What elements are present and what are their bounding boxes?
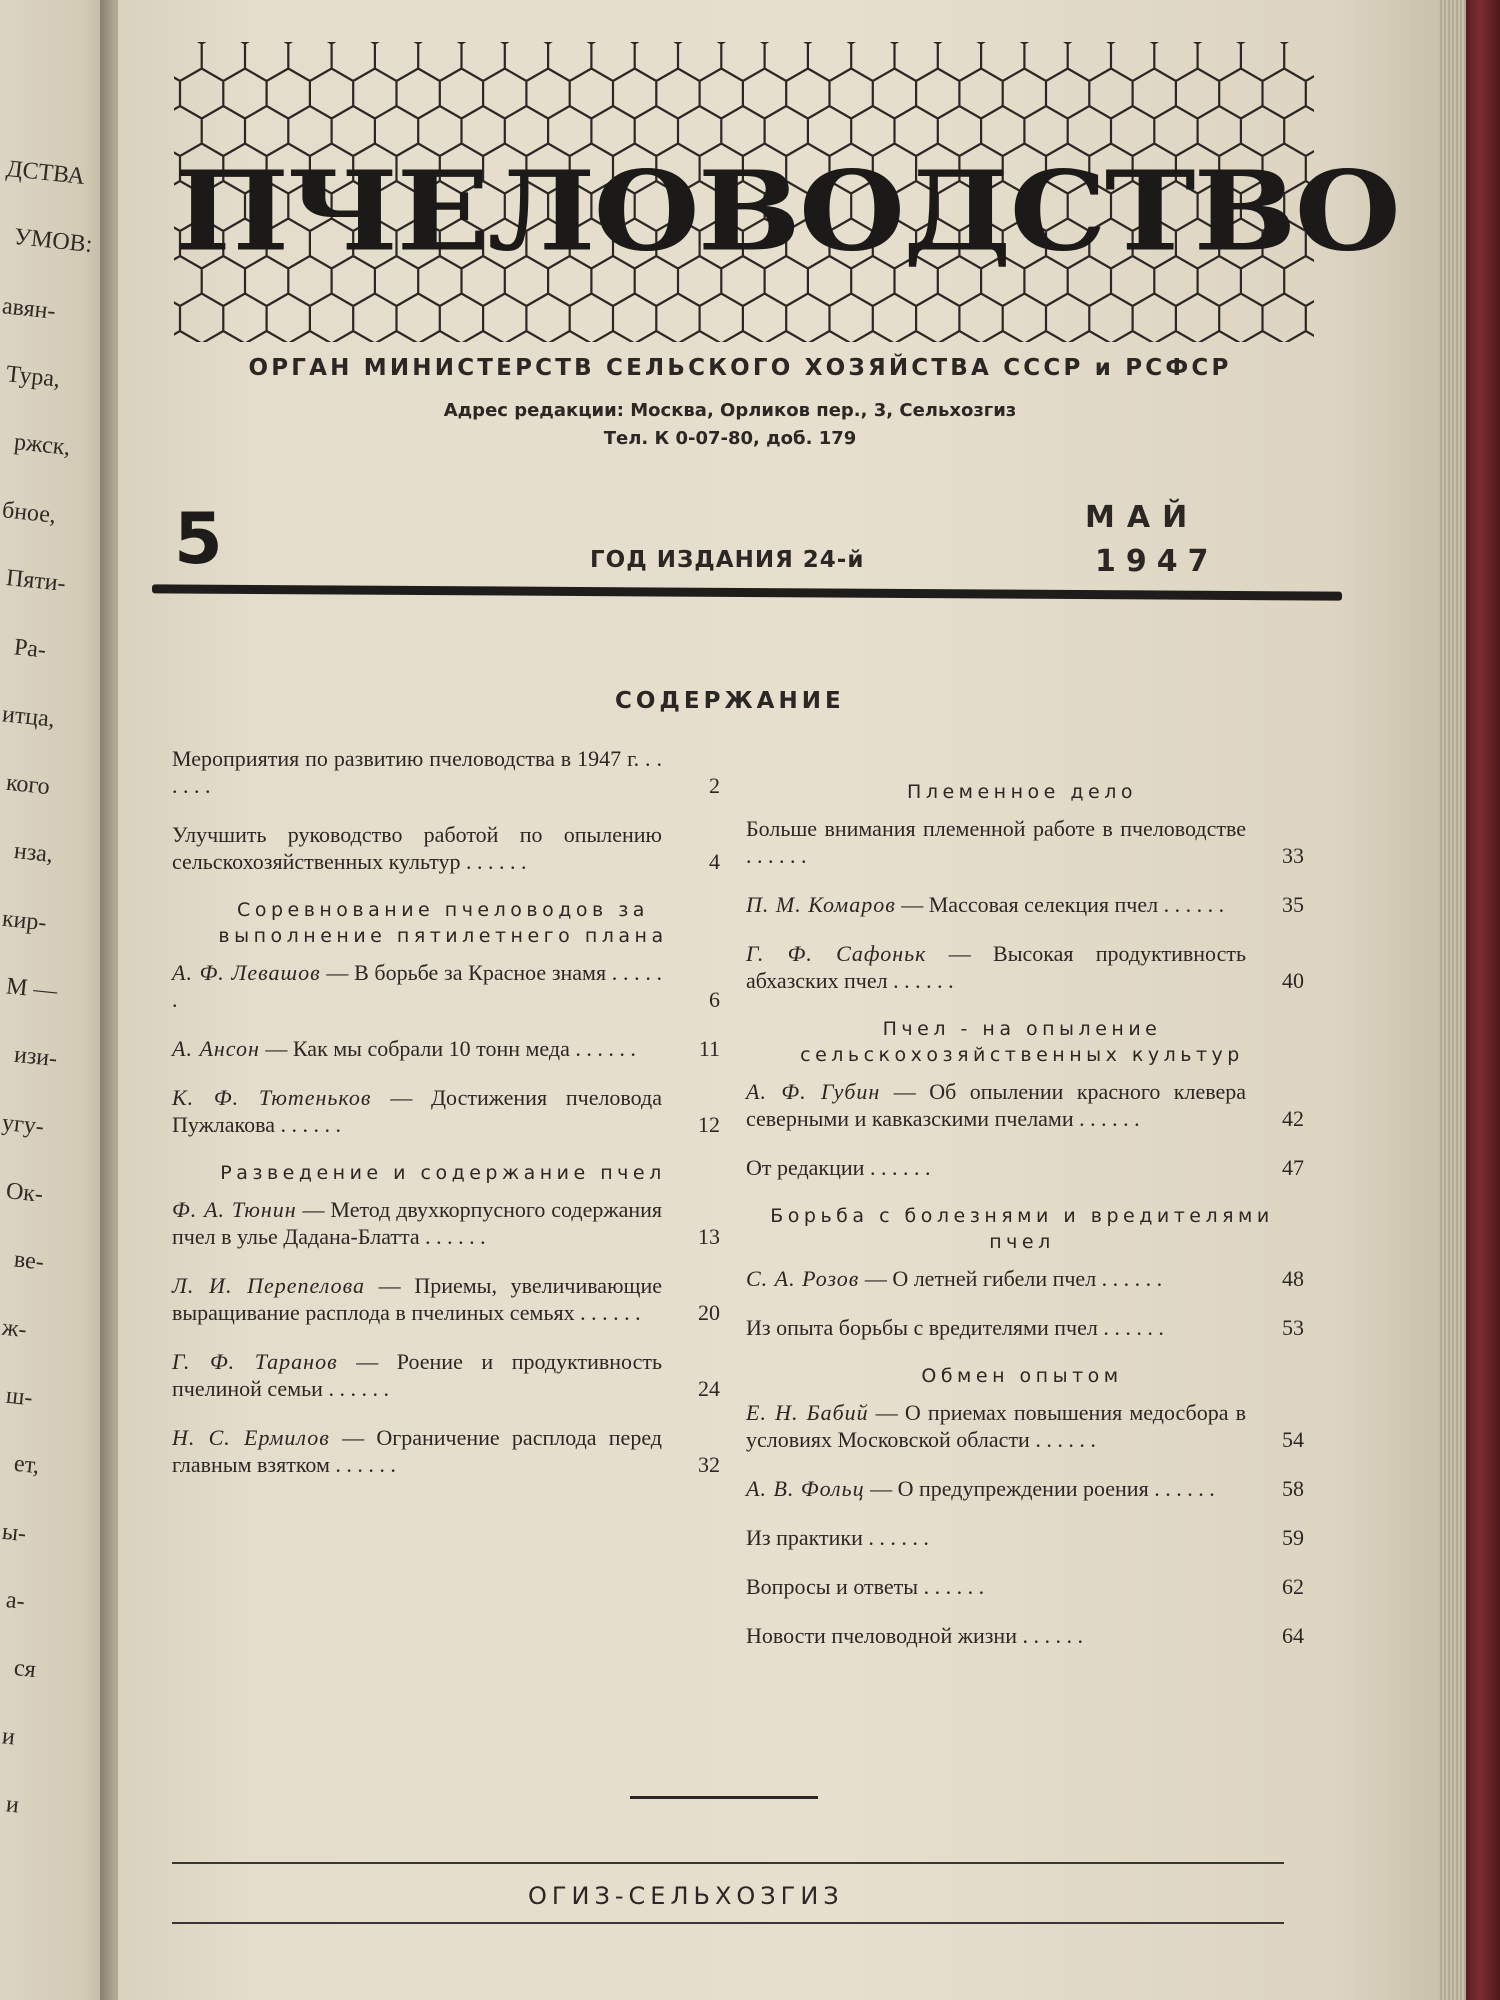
toc-entry-title [746,1524,1308,1551]
leader-dots: . . . . . . [887,968,954,993]
toc-page-number: 53 [1282,1315,1304,1340]
toc-entry[interactable] [172,1084,724,1138]
toc-entry-title [172,745,724,799]
left-page-fragment: Ра- [12,634,48,664]
toc-entry-title [172,1424,724,1478]
book-cover-edge [1466,0,1500,2000]
editorial-phone: Тел. К 0-07-80, доб. 179 [603,428,857,449]
toc-entry[interactable] [746,815,1308,869]
toc-section-heading: Борьба с болезнями и вредителями пчел [770,1205,1274,1253]
year-of-publication: ГОД ИЗДАНИЯ 24-й [590,547,865,573]
leader-dots: . . . . . . [569,1036,636,1061]
organ-line: ОРГАН МИНИСТЕРСТВ СЕЛЬСКОГО ХОЗЯЙСТВА СССР и РСФСР [248,355,1232,381]
toc-page-number: 48 [1282,1266,1304,1291]
toc-entry-title [746,891,1308,918]
left-page-fragment: М — [4,973,59,1005]
publisher: ОГИЗ-СЕЛЬХОЗГИЗ [528,1882,844,1910]
toc-entry-text: Приемы, увеличивающие выращивание расплода в пчелиных семьях [172,1273,662,1325]
leader-dots: . . . . . . [1016,1623,1083,1648]
leader-dots: . . . . . . [864,1155,931,1180]
left-page-fragment: угу- [0,1109,46,1141]
left-page-fragment: ве- [12,1246,46,1276]
toc-entry-title [172,1272,724,1326]
toc-title: СОДЕРЖАНИЕ [615,688,845,714]
toc-entry[interactable] [172,959,724,1013]
toc-entry-text: Улучшить руководство работой по опылению сельскохозяйственных культур [172,822,662,874]
toc-page-number: 13 [698,1224,720,1249]
left-page-fragment: Пяти- [4,564,67,598]
toc-entry-author: Г. Ф. Таранов [172,1349,338,1374]
left-page-fragment: кир- [0,905,48,937]
toc-page-number: 32 [698,1452,720,1477]
toc-page-number: 59 [1282,1525,1304,1550]
toc-entry-title [746,815,1308,869]
toc-entry-title [746,1154,1308,1181]
toc-entry-author: С. А. Розов [746,1266,860,1291]
author-dash: — [859,1266,893,1291]
author-dash: — [337,1349,397,1374]
author-dash: — [371,1085,432,1110]
toc-entry-author: А. В. Фольц [746,1476,865,1501]
leader-dots: . . . . . . [746,843,807,868]
left-page-fragment: изи- [12,1041,59,1073]
toc-entry-author: А. Ф. Губин [746,1079,881,1104]
toc-page-number: 24 [698,1376,720,1401]
toc-end-rule [630,1796,818,1799]
toc-entry-author: П. М. Комаров [746,892,896,917]
left-page-fragment: Тура, [4,361,62,393]
author-dash: — [259,1036,293,1061]
toc-page-number: 54 [1282,1427,1304,1452]
left-page-fragment: нза, [12,838,55,868]
toc-entry[interactable] [746,940,1308,994]
left-page-fragment: авян- [0,293,57,325]
toc-entry[interactable] [172,1035,724,1062]
leader-dots: . . . . . . [918,1574,985,1599]
leader-dots: . . . . . . [329,1452,396,1477]
toc-entry-text: Новости пчеловодной жизни [746,1623,1017,1648]
author-dash: — [296,1197,331,1222]
toc-entry-text: Из опыта борьбы с вредителями пчел [746,1315,1098,1340]
toc-entry-text: О предупреждении роения [897,1476,1149,1501]
toc-page-number: 47 [1282,1155,1304,1180]
toc-section-heading: Племенное дело [907,781,1137,803]
left-page-fragment: ржск, [12,429,72,461]
toc-entry[interactable] [172,821,724,875]
toc-entry[interactable] [746,1524,1308,1551]
leader-dots: . . . . . . [274,1112,341,1137]
toc-entry-text: Из практики [746,1525,863,1550]
leader-dots: . . . . . . [1148,1476,1215,1501]
toc-entry-text: Ограничение расплода перед главным взятком [172,1425,662,1477]
editorial-address: Адрес редакции: Москва, Орликов пер., 3, Сельхозгиз [443,400,1017,421]
left-page-fragment: и [0,1723,17,1751]
toc-entry-text: Высокая продуктивность абхазских пчел [746,941,1246,993]
leader-dots: . . . . . . [1073,1106,1140,1131]
toc-page-number: 40 [1282,968,1304,993]
toc-entry-text: О приемах повышения медосбора в условиях Московской области [746,1400,1246,1452]
toc-entry[interactable] [172,1424,724,1478]
left-page-fragment: ся [12,1654,38,1684]
journal-title: ПЧЕЛОВОДСТВО [174,146,1399,276]
leader-dots: . . . . . . [1029,1427,1096,1452]
toc-entry[interactable] [746,1078,1308,1132]
toc-entry-title [172,959,724,1013]
author-dash: — [926,941,994,966]
leader-dots: . . . . . . [574,1300,641,1325]
toc-entry[interactable] [746,1265,1308,1292]
toc-entry-author: К. Ф. Тютеньков [172,1085,372,1110]
leader-dots: . . . . . . [172,746,662,798]
toc-entry-author: А. Ансон [172,1036,260,1061]
left-page-fragment: ж- [0,1314,28,1344]
toc-entry-text: Вопросы и ответы [746,1574,919,1599]
toc-page-number: 12 [698,1112,720,1137]
footer-rule-bottom [172,1922,1284,1924]
toc-entry-author: Е. Н. Бабий [746,1400,869,1425]
toc-page-number: 11 [698,1036,720,1061]
leader-dots: . . . . . . [1158,892,1225,917]
author-dash: — [868,1400,905,1425]
toc-entry-title [172,1348,724,1402]
author-dash: — [365,1273,415,1298]
toc-entry-title [172,1196,724,1250]
toc-entry[interactable] [746,891,1308,918]
toc-page-number: 64 [1282,1623,1304,1648]
leader-dots: . . . . . . [322,1376,389,1401]
toc-entry-title [746,1078,1308,1132]
left-page-fragment: бное, [0,497,58,529]
left-page-fragment: итца, [0,701,57,733]
toc-entry-author: Н. С. Ермилов [172,1425,330,1450]
toc-entry[interactable] [746,1154,1308,1181]
toc-entry[interactable] [172,745,724,799]
toc-entry-title [746,1475,1308,1502]
toc-entry-text: От редакции [746,1155,865,1180]
issue-number: 5 [174,498,223,580]
toc-entry-text: Больше внимания племенной работе в пчеловодстве [746,816,1246,841]
toc-section-heading: Пчел - на опыление сельскохозяйственных культур [800,1018,1244,1066]
leader-dots: . . . . . . [862,1525,929,1550]
toc-entry-title [746,1573,1308,1600]
toc-entry-title [172,1035,724,1062]
left-page-fragment: и [4,1791,21,1819]
toc-page-number: 42 [1282,1106,1304,1131]
toc-entry-title [746,1265,1308,1292]
toc-page-number: 62 [1282,1574,1304,1599]
left-page-fragment: а- [4,1587,27,1615]
toc-entry-title [172,1084,724,1138]
toc-entry-title [172,821,724,875]
toc-page-number: 4 [709,849,720,874]
toc-page-number: 20 [698,1300,720,1325]
toc-entry-text: Как мы собрали 10 тонн меда [292,1036,570,1061]
toc-entry[interactable] [746,1399,1308,1453]
issue-year: 1947 [1095,544,1219,579]
left-page-fragment: ДСТВА [4,155,87,191]
toc-page-number: 35 [1282,892,1304,917]
toc-entry[interactable] [172,1272,724,1326]
footer-rule-top [172,1862,1284,1864]
toc-entry[interactable] [172,1348,724,1402]
toc-entry[interactable] [746,1475,1308,1502]
author-dash: — [320,960,355,985]
toc-page-number: 6 [709,987,720,1012]
leader-dots: . . . . . . [1096,1266,1163,1291]
toc-entry-title [746,940,1308,994]
leader-dots: . . . . . . [460,849,527,874]
toc-entry-author: Ф. А. Тюнин [172,1197,297,1222]
leader-dots: . . . . . . [419,1224,486,1249]
toc-section-heading: Обмен опытом [921,1365,1123,1387]
left-page-fragment: ы- [0,1518,28,1548]
toc-page-number: 33 [1282,843,1304,868]
toc-entry-text: Об опылении красного клевера северными и кавказскими пчелами [746,1079,1247,1131]
toc-page-number: 58 [1282,1476,1304,1501]
left-page-fragment: ш- [4,1382,34,1412]
author-dash: — [880,1079,930,1104]
toc-entry-author: Л. И. Перепелова [172,1273,365,1298]
toc-entry-author: Г. Ф. Сафоньк [746,941,927,966]
toc-entry-text: Роение и продуктивность пчелиной семьи [172,1349,663,1401]
toc-left-column [172,745,724,1500]
issue-month: МАЙ [1085,500,1200,535]
toc-entry-text: Мероприятия по развитию пчеловодства в 1947 г. [172,746,640,771]
toc-entry-title [746,1314,1308,1341]
page-edges [1438,0,1466,2000]
toc-entry-text: Массовая селекция пчел [928,892,1159,917]
toc-section-heading: Разведение и содержание пчел [220,1162,666,1184]
toc-entry-text: В борьбе за Красное знамя [354,960,607,985]
toc-entry-text: Достижения пчеловода Пужлакова [172,1085,662,1137]
toc-entry[interactable] [746,1622,1308,1649]
left-page-fragment: ет, [12,1450,41,1480]
toc-entry-title [746,1622,1308,1649]
left-page-fragment: кого [4,769,51,801]
author-dash: — [864,1476,898,1501]
toc-entry[interactable] [746,1573,1308,1600]
toc-entry[interactable] [172,1196,724,1250]
author-dash: — [895,892,929,917]
leader-dots: . . . . . . [1097,1315,1164,1340]
toc-page-number: 2 [709,773,720,798]
author-dash: — [329,1425,377,1450]
toc-right-column [746,757,1308,1671]
toc-entry[interactable] [746,1314,1308,1341]
toc-entry-text: Метод двухкорпусного содержания пчел в улье Дадана-Блатта [172,1197,662,1249]
left-page-fragment: Ок- [4,1178,45,1208]
toc-entry-text: О летней гибели пчел [892,1266,1097,1291]
masthead [174,42,1399,342]
toc-entry-title [746,1399,1308,1453]
toc-section-heading: Соревнование пчеловодов за выполнение пятилетнего плана [218,899,668,947]
left-page-fragment: УМОВ: [12,223,94,259]
leader-dots: . . . . . . [172,960,663,1012]
toc-entry-author: А. Ф. Левашов [172,960,321,985]
